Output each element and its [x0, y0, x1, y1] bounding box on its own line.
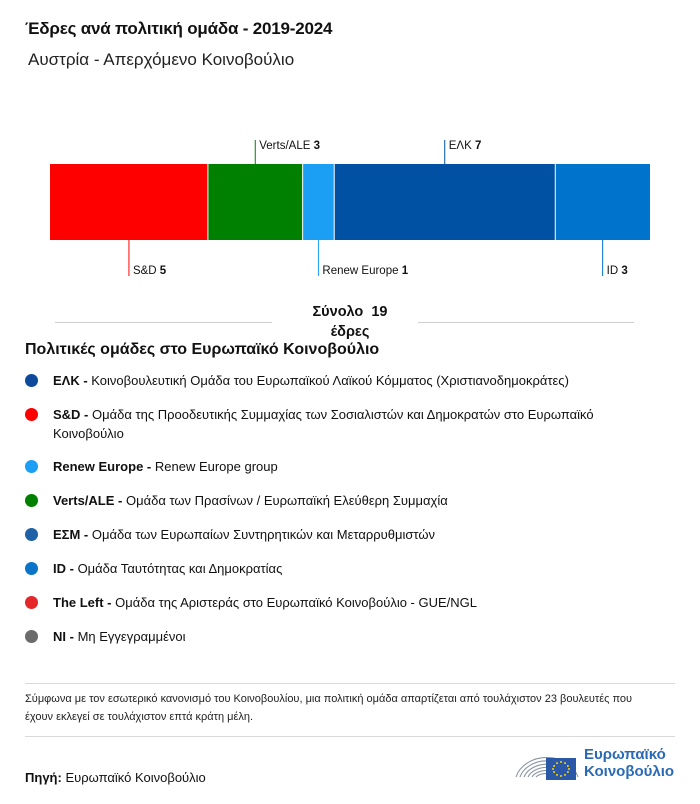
- hemicycle-icon: [512, 744, 582, 784]
- source-value: Ευρωπαϊκό Κοινοβούλιο: [65, 770, 206, 785]
- legend-desc: Ομάδα Ταυτότητας και Δημοκρατίας: [73, 561, 283, 576]
- legend-text: [53, 593, 665, 612]
- total-seats: [300, 302, 400, 342]
- legend-desc: Ομάδα της Προοδευτικής Συμμαχίας των Σοσιαλιστών και Δημοκρατών στο Ευρωπαϊκό Κοινοβούλιο: [53, 407, 594, 441]
- legend-text: [53, 491, 665, 510]
- divider: [25, 736, 675, 737]
- data-label: Renew Europe 1: [322, 265, 409, 277]
- total-unit: έδρες: [330, 324, 370, 340]
- legend-dot-icon: [25, 528, 38, 541]
- total-divider-right: [418, 322, 634, 323]
- legend-title: Πολιτικές ομάδες στο Ευρωπαϊκό Κοινοβούλιο: [25, 341, 380, 358]
- legend-desc: Ομάδα των Πρασίνων / Ευρωπαϊκή Ελεύθερη Συμμαχία: [122, 493, 448, 508]
- legend-desc: Μη Εγγεγραμμένοι: [73, 629, 186, 644]
- legend-desc: Κοινοβουλευτική Ομάδα του Ευρωπαϊκού Λαϊκού Κόμματος (Χριστιανοδημοκράτες): [87, 373, 569, 388]
- legend-text: [53, 457, 665, 476]
- divider: [25, 683, 675, 684]
- total-value: 19: [371, 304, 388, 320]
- total-divider-left: [55, 322, 272, 323]
- data-label: S&D 5: [132, 265, 167, 277]
- legend-dot-icon: [25, 374, 38, 387]
- legend-dot-icon: [25, 460, 38, 473]
- legend-abbr: ID -: [53, 561, 74, 576]
- legend-desc: Ομάδα της Αριστεράς στο Ευρωπαϊκό Κοινοβούλιο - GUE/NGL: [111, 595, 478, 610]
- legend-abbr: NI -: [53, 629, 74, 644]
- logo-line-2: Κοινοβούλιο: [584, 763, 675, 780]
- legend-text: [53, 627, 665, 646]
- legend-dot-icon: [25, 562, 38, 575]
- bar-segment: [50, 164, 208, 240]
- legend-text: [53, 371, 665, 390]
- logo-text: [584, 746, 674, 780]
- legend-abbr: Renew Europe -: [53, 459, 152, 474]
- seat-bar-chart: [0, 120, 700, 290]
- european-parliament-logo: [512, 744, 682, 784]
- legend-dot-icon: [25, 630, 38, 643]
- bar-segment: [334, 164, 555, 240]
- legend-desc: Ομάδα των Ευρωπαίων Συντηρητικών και Μεταρρυθμιστών: [88, 527, 435, 542]
- source: [25, 770, 206, 785]
- bar-segment: [208, 164, 303, 240]
- legend-dot-icon: [25, 408, 38, 421]
- legend-desc: Renew Europe group: [151, 459, 278, 474]
- legend-dot-icon: [25, 596, 38, 609]
- bar-segment: [555, 164, 650, 240]
- logo-line-1: Ευρωπαϊκό: [584, 746, 666, 763]
- data-label: ΕΛΚ 7: [448, 140, 482, 152]
- data-label: Verts/ALE 3: [259, 140, 321, 152]
- legend-text: [53, 405, 665, 443]
- total-label: Σύνολο: [312, 304, 364, 320]
- data-label: ID 3: [606, 265, 628, 277]
- source-label: Πηγή:: [25, 770, 62, 785]
- legend-text: [53, 525, 665, 544]
- legend-text: [53, 559, 665, 578]
- bar-segment: [303, 164, 335, 240]
- legend-abbr: S&D -: [53, 407, 89, 422]
- chart-title: Έδρες ανά πολιτική ομάδα - 2019-2024: [25, 19, 333, 38]
- chart-subtitle: Αυστρία - Απερχόμενο Κοινοβούλιο: [28, 50, 295, 69]
- footnote: Σύμφωνα με τον εσωτερικό κανονισμό του Κοινοβουλίου, μια πολιτική ομάδα απαρτίζεται από τουλάχιστον 23 βουλευτές που έχουν εκλεγεί σε τουλάχιστον επτά κράτη μέλη.: [25, 693, 633, 723]
- legend-abbr: The Left -: [53, 595, 112, 610]
- legend-abbr: ΕΣΜ -: [53, 527, 89, 542]
- legend-abbr: ΕΛΚ -: [53, 373, 88, 388]
- legend-abbr: Verts/ALE -: [53, 493, 123, 508]
- legend-dot-icon: [25, 494, 38, 507]
